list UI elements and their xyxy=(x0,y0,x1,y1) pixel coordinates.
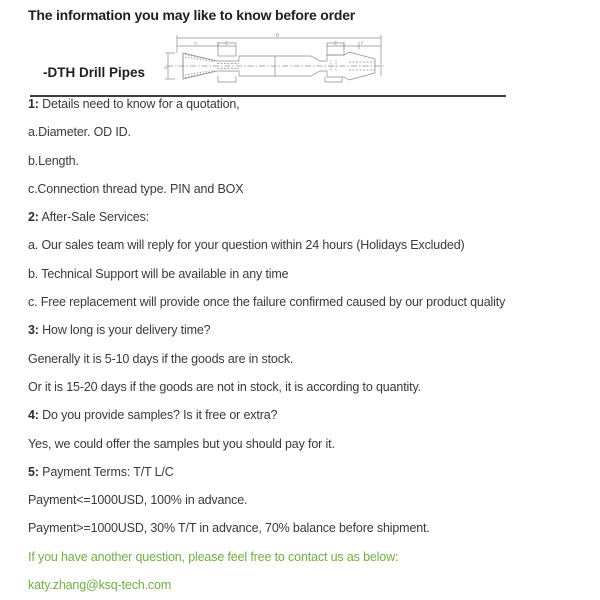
line-text: a.Diameter. OD ID. xyxy=(28,125,131,140)
dim-label-left-section: A xyxy=(194,40,198,46)
faq-line-2b xyxy=(28,260,592,288)
faq-line-3b xyxy=(28,373,592,401)
product-label: -DTH Drill Pipes xyxy=(43,65,146,80)
faq-line-2 xyxy=(28,203,592,231)
faq-line-2c xyxy=(28,288,592,316)
dim-label-overall: B xyxy=(276,32,280,38)
line-text: Yes, we could offer the samples but you should pay for it. xyxy=(28,436,335,451)
line-prefix: 1: xyxy=(28,97,39,111)
line-text: Payment<=1000USD, 100% in advance. xyxy=(28,493,248,508)
faq-line-4 xyxy=(28,401,592,429)
line-prefix: 4: xyxy=(28,408,39,423)
faq-line-5 xyxy=(28,458,592,486)
line-text: Details need to know for a quotation, xyxy=(38,97,240,111)
line-text: Do you provide samples? Is it free or extra? xyxy=(38,408,278,423)
line-text: After-Sale Services: xyxy=(38,210,149,225)
faq-list xyxy=(28,90,592,599)
line-text: a. Our sales team will reply for your question within 24 hours (Holidays Excluded) xyxy=(28,238,465,253)
line-text: Or it is 15-20 days if the goods are not in stock, it is according to quantity. xyxy=(28,379,421,394)
dim-label-left-tab: E xyxy=(225,40,229,46)
drill-pipe-drawing xyxy=(163,30,388,98)
faq-line-1b xyxy=(28,147,592,175)
faq-line-3a xyxy=(28,345,592,373)
dim-label-left-diameter: C xyxy=(163,65,168,69)
faq-line-2a xyxy=(28,231,592,259)
line-text: c. Free replacement will provide once the failure confirmed caused by our product quality xyxy=(28,295,506,310)
line-text: Payment>=1000USD, 30% T/T in advance, 70% balance before shipment. xyxy=(28,521,430,536)
page-title: The information you may like to know before order xyxy=(28,7,356,23)
dim-label-right-tab: E xyxy=(334,40,338,46)
line-text: Generally it is 5-10 days if the goods are in stock. xyxy=(28,351,294,366)
contact-email xyxy=(28,571,592,599)
contact-note xyxy=(28,543,592,571)
faq-line-1a xyxy=(28,118,592,146)
line-text: How long is your delivery time? xyxy=(38,323,211,338)
faq-line-4a xyxy=(28,430,592,458)
line-text: Payment Terms: T/T L/C xyxy=(38,464,174,479)
line-prefix: 3: xyxy=(28,323,39,338)
faq-line-1c xyxy=(28,175,592,203)
faq-line-1 xyxy=(28,90,592,118)
line-text: c.Connection thread type. PIN and BOX xyxy=(28,181,244,196)
line-text: b. Technical Support will be available in any time xyxy=(28,266,289,281)
faq-line-5b xyxy=(28,514,592,542)
line-text: b.Length. xyxy=(28,153,79,168)
faq-line-3 xyxy=(28,316,592,344)
line-text: katy.zhang@ksq-tech.com xyxy=(28,578,172,593)
line-prefix: 5: xyxy=(28,464,39,479)
dim-label-right-end: F xyxy=(361,40,364,46)
faq-line-5a xyxy=(28,486,592,514)
line-prefix: 2: xyxy=(28,210,39,225)
line-text: If you have another question, please feel free to contact us as below: xyxy=(28,549,399,564)
